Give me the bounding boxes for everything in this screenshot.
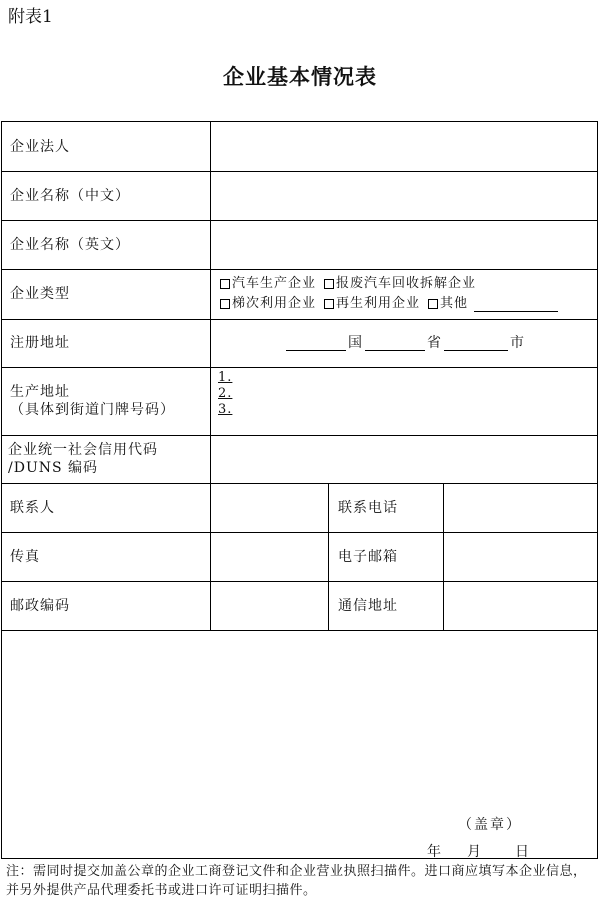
province-blank[interactable]: [365, 336, 425, 351]
label-name-cn: 企业名称（中文）: [10, 187, 130, 204]
other-blank[interactable]: [474, 297, 558, 312]
country-blank[interactable]: [286, 336, 346, 351]
reg-address-blanks: [286, 319, 525, 367]
option-recycling[interactable]: 再生利用企业: [324, 294, 420, 314]
label-legal-person: 企业法人: [10, 138, 70, 155]
option-other[interactable]: 其他: [428, 294, 558, 314]
column-divider: [210, 122, 211, 630]
label-credit-code-line1: 企业统一社会信用代码: [8, 442, 158, 458]
column-divider: [443, 483, 444, 630]
type-options-row-1: [220, 274, 476, 294]
option-cascade-use[interactable]: 梯次利用企业: [220, 294, 316, 314]
label-name-en: 企业名称（英文）: [10, 236, 130, 253]
label-enterprise-type: 企业类型: [10, 286, 70, 302]
label-prod-address-line2: （具体到街道门牌号码）: [10, 402, 175, 418]
day-label: 日: [515, 844, 529, 860]
label-prod-address-line1: 生产地址: [10, 384, 70, 400]
city-unit: 市: [510, 335, 525, 351]
province-unit: 省: [427, 335, 442, 351]
row-divider: [2, 532, 597, 533]
option-vehicle-maker[interactable]: 汽车生产企业: [220, 274, 316, 294]
type-options-row-2: [220, 294, 558, 314]
enterprise-info-form: [1, 121, 598, 859]
label-phone: 联系电话: [338, 499, 398, 516]
label-contact: 联系人: [10, 499, 55, 516]
label-fax: 传真: [10, 548, 40, 565]
month-label: 月: [467, 844, 481, 860]
label-prod-address: [10, 367, 175, 435]
prod-address-item-3[interactable]: 3.: [218, 402, 233, 417]
row-divider: [2, 483, 597, 484]
date-line: [427, 841, 529, 861]
checkbox-icon[interactable]: [220, 279, 230, 289]
column-divider: [328, 483, 329, 630]
country-unit: 国: [348, 335, 363, 351]
label-email: 电子邮箱: [338, 548, 398, 565]
option-dismantling[interactable]: 报废汽车回收拆解企业: [324, 274, 476, 294]
label-credit-code: [8, 435, 158, 483]
row-divider: [2, 630, 597, 631]
city-blank[interactable]: [444, 336, 508, 351]
page-title: 企业基本情况表: [223, 65, 377, 89]
row-divider: [2, 269, 597, 270]
checkbox-icon[interactable]: [324, 279, 334, 289]
label-credit-code-line2: /DUNS 编码: [8, 460, 99, 476]
seal-label: （盖章）: [458, 817, 522, 833]
annex-label: 附表1: [8, 7, 53, 27]
label-reg-address: 注册地址: [10, 335, 70, 351]
checkbox-icon[interactable]: [324, 299, 334, 309]
enterprise-type-options: [220, 271, 558, 317]
checkbox-icon[interactable]: [428, 299, 438, 309]
label-mail-address: 通信地址: [338, 597, 398, 614]
year-label: 年: [427, 844, 441, 860]
prod-address-item-1[interactable]: 1.: [218, 370, 233, 385]
footnote: 注：需同时提交加盖公章的企业工商登记文件和企业营业执照扫描件。进口商应填写本企业信息，并另外提供产品代理委托书或进口许可证明扫描件。: [6, 864, 587, 898]
checkbox-icon[interactable]: [220, 299, 230, 309]
prod-address-item-2[interactable]: 2.: [218, 386, 233, 401]
label-postcode: 邮政编码: [10, 597, 70, 614]
prod-address-list: [218, 370, 232, 432]
row-divider: [2, 581, 597, 582]
